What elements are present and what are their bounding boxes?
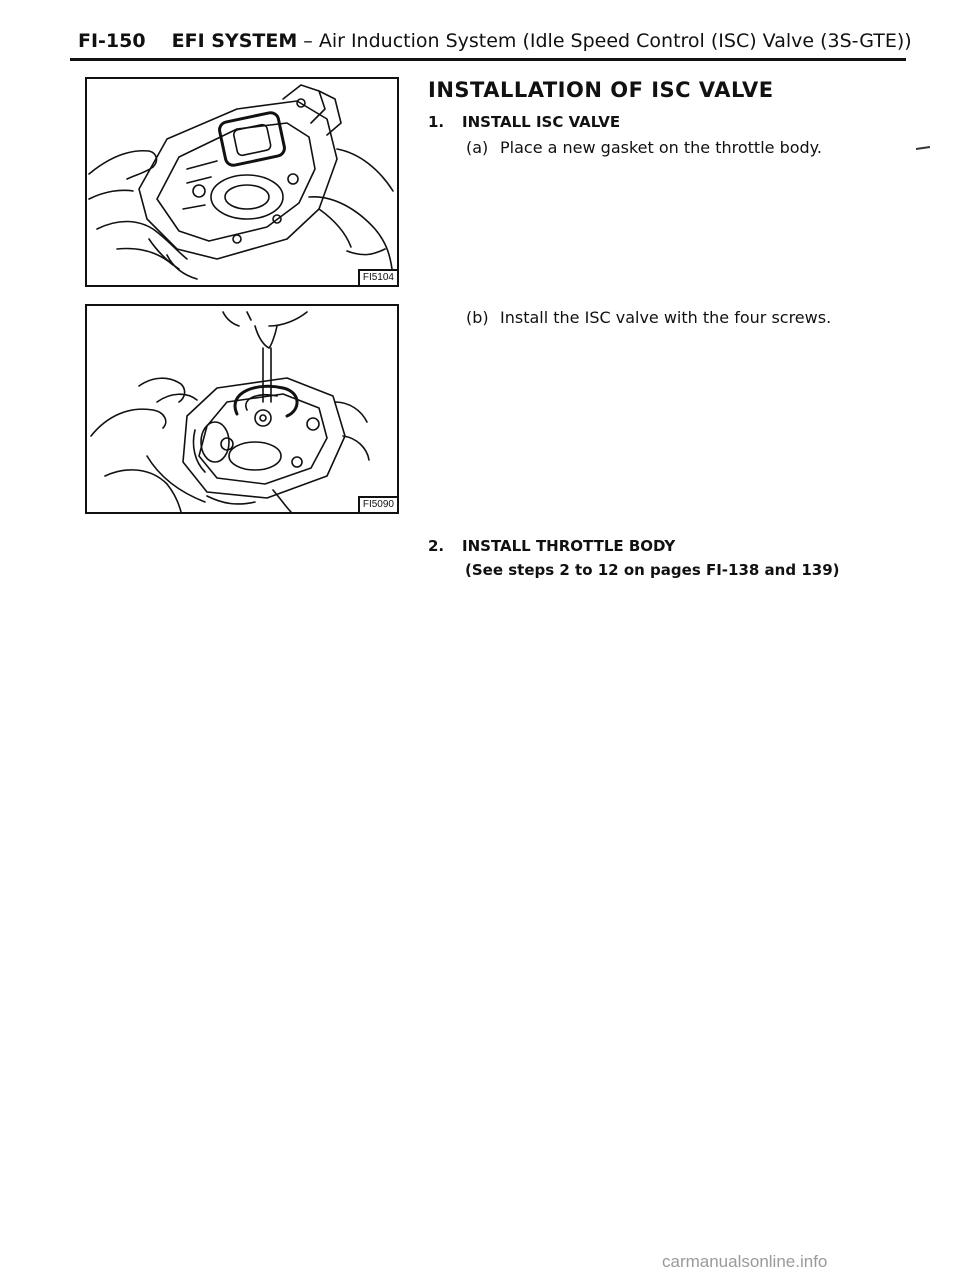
section-title: INSTALLATION OF ISC VALVE	[428, 78, 774, 102]
step-number: 2.	[428, 537, 445, 555]
hands-holding-throttle-body-gasket-icon	[87, 79, 397, 285]
header-system: EFI SYSTEM	[171, 30, 298, 52]
step-1-heading	[428, 113, 620, 131]
substep-b	[466, 308, 831, 327]
substep-label: (b)	[466, 308, 489, 327]
figure-gasket	[85, 77, 399, 287]
figure-code: FI5090	[358, 496, 399, 514]
substep-a	[466, 138, 822, 157]
substep-label: (a)	[466, 138, 489, 157]
page-header	[78, 28, 912, 54]
step-2-heading	[428, 537, 675, 555]
screwdriver-installing-isc-valve-icon	[87, 306, 397, 512]
step-number: 1.	[428, 113, 445, 131]
header-divider	[70, 58, 906, 61]
substep-text: Install the ISC valve with the four screws.	[500, 308, 832, 327]
header-subtitle: – Air Induction System (Idle Speed Control (ISC) Valve (3S-GTE))	[303, 30, 912, 52]
step-2-reference: (See steps 2 to 12 on pages FI-138 and 139)	[465, 561, 840, 579]
figure-isc-valve	[85, 304, 399, 514]
step-title: INSTALL THROTTLE BODY	[462, 537, 676, 555]
margin-mark	[916, 146, 930, 150]
step-title: INSTALL ISC VALVE	[462, 113, 621, 131]
page-code: FI-150	[78, 30, 146, 52]
substep-text: Place a new gasket on the throttle body.	[500, 138, 822, 157]
figure-code: FI5104	[358, 269, 399, 287]
watermark: carmanualsonline.info	[662, 1252, 828, 1271]
